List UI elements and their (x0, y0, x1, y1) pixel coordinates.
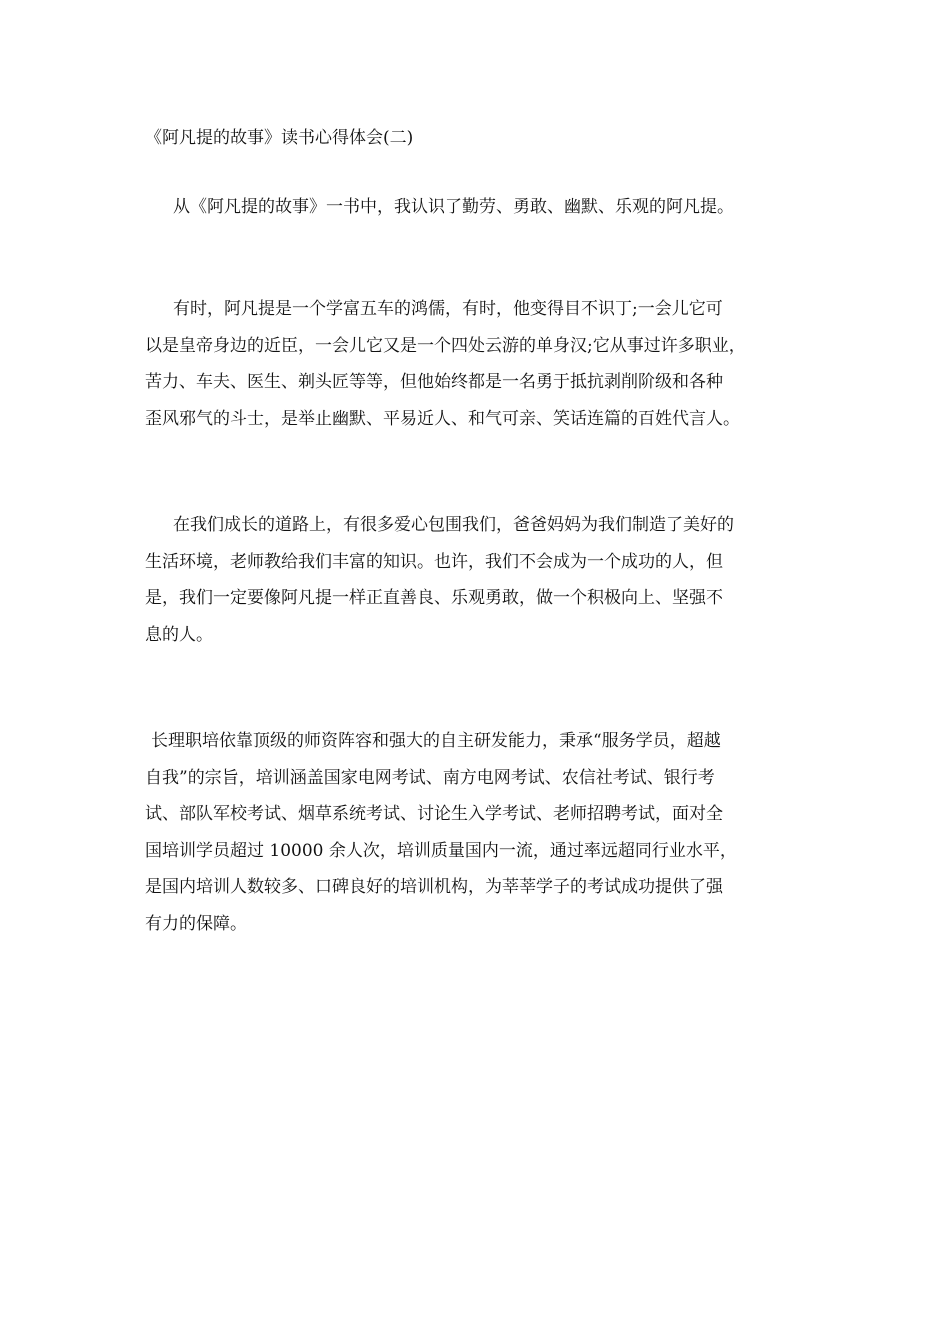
paragraph-line: 国培训学员超过 10000 余人次，培训质量国内一流，通过率远超同行业水平， (145, 840, 737, 861)
paragraph-line: 歪风邪气的斗士，是举止幽默、平易近人、和气可亲、笑话连篇的百姓代言人。 (145, 408, 740, 429)
paragraph-line: 以是皇帝身边的近臣，一会儿它又是一个四处云游的单身汉;它从事过许多职业， (145, 335, 746, 356)
paragraph-line: 有力的保障。 (145, 913, 247, 934)
paragraph-2 (145, 291, 815, 437)
document-title: 《阿凡提的故事》读书心得体会(二) (145, 128, 414, 148)
paragraph-line: 息的人。 (145, 624, 213, 645)
paragraph-1 (145, 189, 815, 226)
paragraph-3 (145, 507, 815, 653)
paragraph-line: 苦力、车夫、医生、剃头匠等等，但他始终都是一名勇于抵抗剥削阶级和各种 (145, 372, 723, 392)
paragraph-line: 是国内培训人数较多、口碑良好的培训机构，为莘莘学子的考试成功提供了强 (145, 877, 723, 897)
paragraph-4 (145, 723, 815, 942)
paragraph-line: 自我”的宗旨，培训涵盖国家电网考试、南方电网考试、农信社考试、银行考 (145, 767, 715, 788)
paragraph-line: 在我们成长的道路上，有很多爱心包围我们，爸爸妈妈为我们制造了美好的 (173, 515, 734, 535)
paragraph-line: 是，我们一定要像阿凡提一样正直善良、乐观勇敢，做一个积极向上、坚强不 (145, 588, 723, 608)
paragraph-line: 长理职培依靠顶级的师资阵容和强大的自主研发能力，秉承“服务学员，超越 (151, 731, 721, 751)
paragraph-line: 试、部队军校考试、烟草系统考试、讨论生入学考试、老师招聘考试，面对全 (145, 804, 723, 824)
paragraph-line: 有时，阿凡提是一个学富五车的鸿儒，有时，他变得目不识丁;一会儿它可 (173, 299, 723, 319)
paragraph-line: 生活环境，老师教给我们丰富的知识。也许，我们不会成为一个成功的人，但 (145, 551, 723, 572)
paragraph-line: 从《阿凡提的故事》一书中，我认识了勤劳、勇敢、幽默、乐观的阿凡提。 (173, 197, 734, 217)
